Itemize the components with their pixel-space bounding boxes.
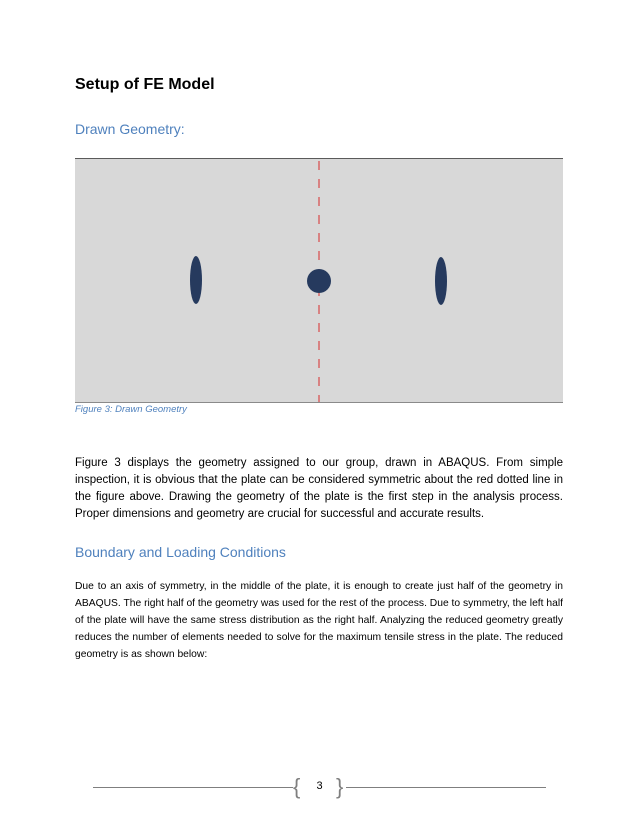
left-brace-icon: { <box>293 774 301 799</box>
page-title: Setup of FE Model <box>75 76 215 93</box>
section-heading-boundary-conditions: Boundary and Loading Conditions <box>75 544 286 560</box>
paragraph-boundary-conditions: Due to an axis of symmetry, in the middle of the plate, it is enough to create just half of the geometry in ABAQUS. The right half of the geometry was used for the rest of the process. Due to symmetry, the left half of the plate will have the same stress distribution as the right half. Analyzing the reduced geometry greatly reduces the number of elements needed to solve for the maximum tensile stress in the plate. The reduced geometry is as shown below: <box>75 581 563 660</box>
left-elliptical-hole <box>190 256 202 304</box>
figure-drawn-geometry <box>75 158 563 403</box>
footer-rule-left <box>93 787 293 788</box>
section-heading-drawn-geometry: Drawn Geometry: <box>75 121 185 137</box>
right-elliptical-hole <box>435 257 447 305</box>
paragraph-figure-description: Figure 3 displays the geometry assigned to our group, drawn in ABAQUS. From simple inspection, it is obvious that the plate can be considered symmetric about the red dotted line in the figure above. Drawing the geometry of the plate is the first step in the analysis process. Proper dimensions and geometry are crucial for successful and accurate results. <box>75 457 563 520</box>
page-footer <box>93 776 546 800</box>
geometry-drawing <box>75 159 563 402</box>
footer-rule-right <box>346 787 546 788</box>
figure-caption: Figure 3: Drawn Geometry <box>75 404 187 415</box>
page-number: 3 <box>316 780 323 792</box>
right-brace-icon: } <box>336 774 344 799</box>
center-circular-hole <box>307 269 331 293</box>
